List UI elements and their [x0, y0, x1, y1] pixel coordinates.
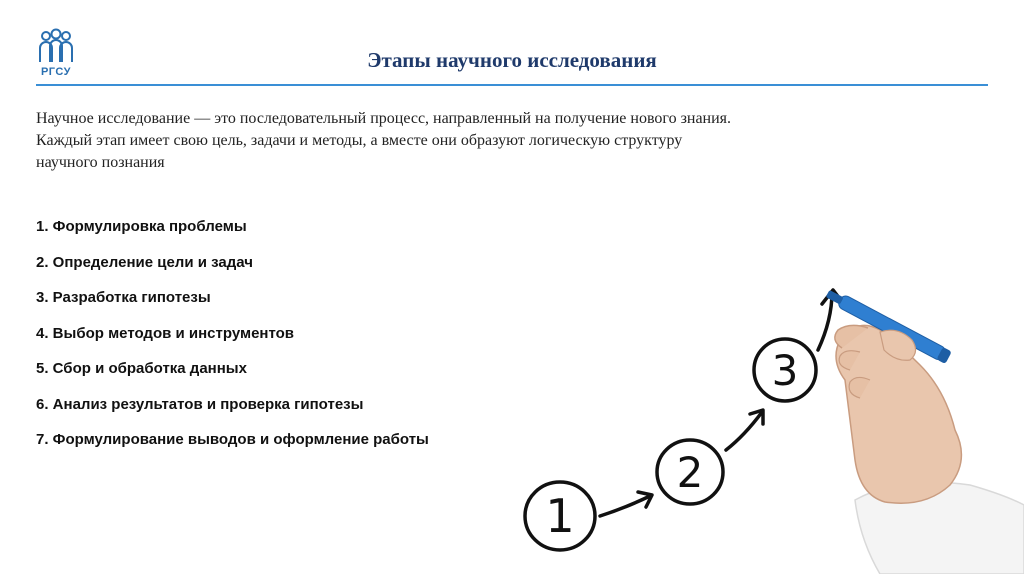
logo-text: РГСУ	[40, 66, 72, 78]
step-item: 5. Сбор и обработка данных	[36, 360, 247, 377]
step-item: 7. Формулирование выводов и оформление работы	[36, 431, 429, 448]
hand-drawing-steps-illustration	[500, 270, 1024, 574]
step-item: 2. Определение цели и задач	[36, 253, 253, 271]
hand-drawing-steps-icon	[500, 270, 1024, 574]
step-item: 3. Разработка гипотезы	[36, 289, 211, 306]
intro-line: Научное исследование — это последовательный процесс, направленный на получение нового знания.	[36, 110, 732, 127]
step-item: 6. Анализ результатов и проверка гипотезы	[36, 395, 364, 413]
step-number-3: 3	[771, 346, 799, 395]
step-item: 1. Формулировка проблемы	[36, 218, 247, 235]
step-number-2: 2	[676, 448, 704, 497]
step-item: 4. Выбор методов и инструментов	[36, 324, 295, 342]
slide-title: Этапы научного исследования	[367, 48, 657, 72]
title-divider	[36, 84, 988, 86]
intro-paragraph	[36, 108, 916, 174]
intro-line: Каждый этап имеет свою цель, задачи и методы, а вместе они образуют логическую структуру	[36, 132, 683, 149]
intro-line: научного познания	[36, 154, 165, 171]
step-number-1: 1	[545, 489, 575, 543]
steps-list	[36, 215, 429, 464]
